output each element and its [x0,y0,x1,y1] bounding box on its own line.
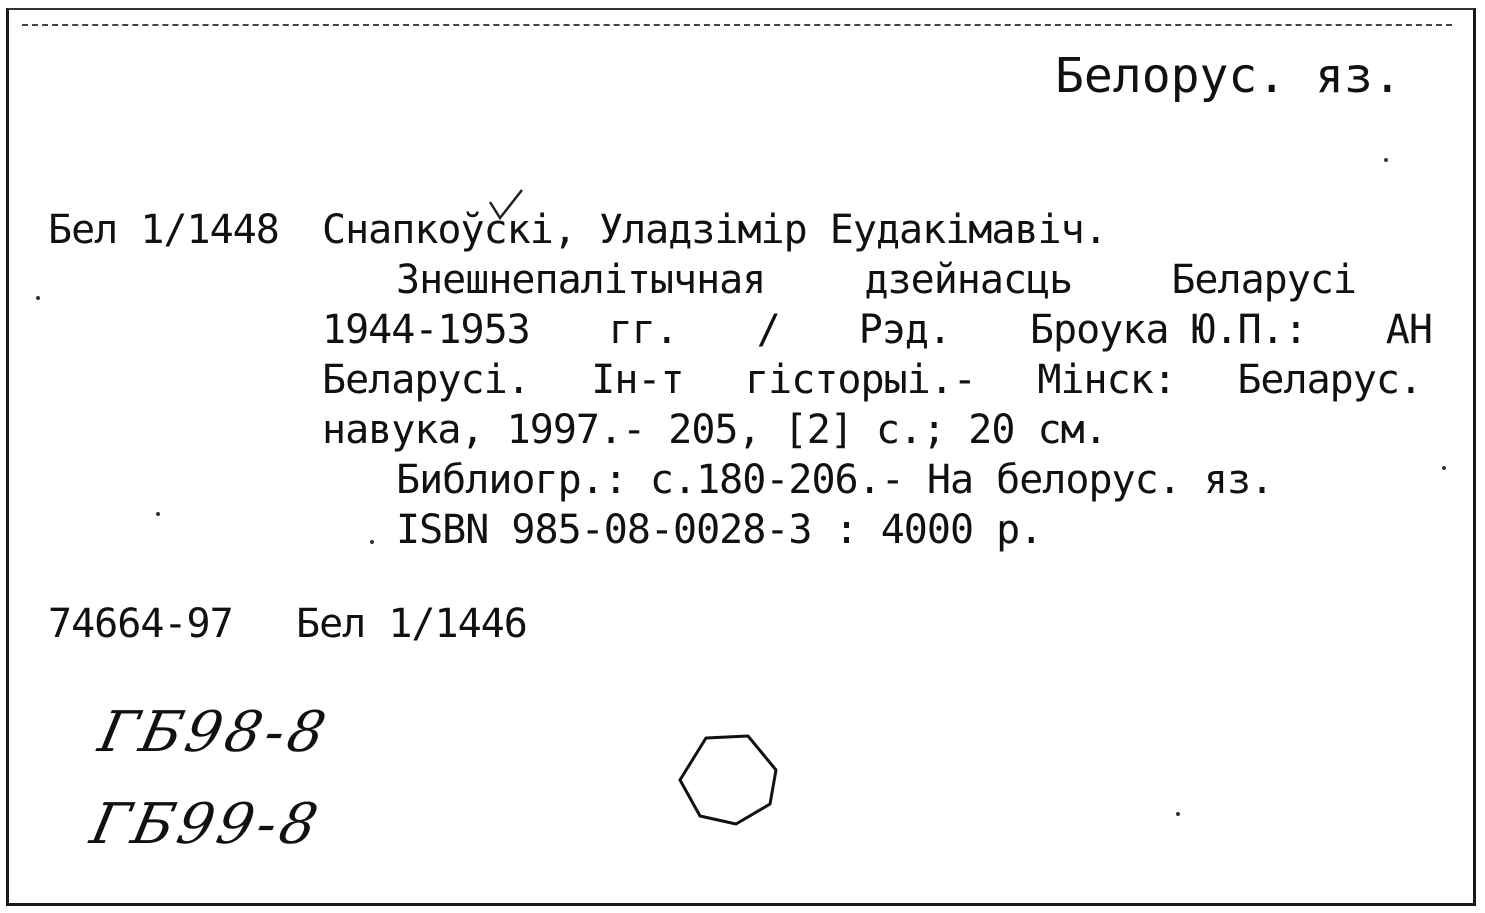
title-word: Беларус. [1237,357,1422,403]
title-line-2 [322,306,1432,354]
title-word: Мінск: [1037,357,1176,403]
title-line-1 [396,256,1356,304]
isbn-note: ISBN 985-08-0028-3 : 4000 р. [396,507,1043,553]
author-name: Снапкоўскі, Уладзімір Еудакімавіч. [322,207,1107,253]
title-word: Броука Ю.П.: [1029,307,1307,353]
bibliography-note: Библиогр.: с.180-206.- На белорус. яз. [396,457,1274,503]
title-word: Знешнепалітычная [396,257,766,303]
title-word: АН [1385,307,1432,353]
handwritten-note-1: ГБ98-8 [93,700,335,765]
speck [156,512,160,516]
title-word: Ін-т [591,357,684,403]
speck [1176,812,1180,816]
handwritten-note-2: ГБ99-8 [85,792,327,857]
title-word: Беларусі [1171,257,1356,303]
title-word: 1944-1953 [322,307,530,353]
stamp-circle [676,730,780,826]
speck [36,296,40,300]
title-word: дзейнасць [864,257,1073,303]
speck [370,540,374,544]
title-line-3 [322,356,1422,404]
speck [1442,466,1446,470]
imprint-line: навука, 1997.- 205, [2] с.; 20 см. [322,407,1107,453]
shelf-mark: Бел 1/1448 [48,207,279,253]
accession-number: 74664-97 [48,601,233,647]
shelf-mark-bottom: Бел 1/1446 [296,601,527,647]
speck [1384,158,1388,162]
title-word: гг. [608,307,678,353]
title-word: Беларусі. [322,357,530,403]
card-top-rule [22,24,1452,26]
title-word: гісторыі.- [745,357,976,403]
title-word: Рэд. [858,307,952,353]
subject-heading: Белорус. яз. [1055,48,1402,104]
title-word: / [756,307,780,353]
